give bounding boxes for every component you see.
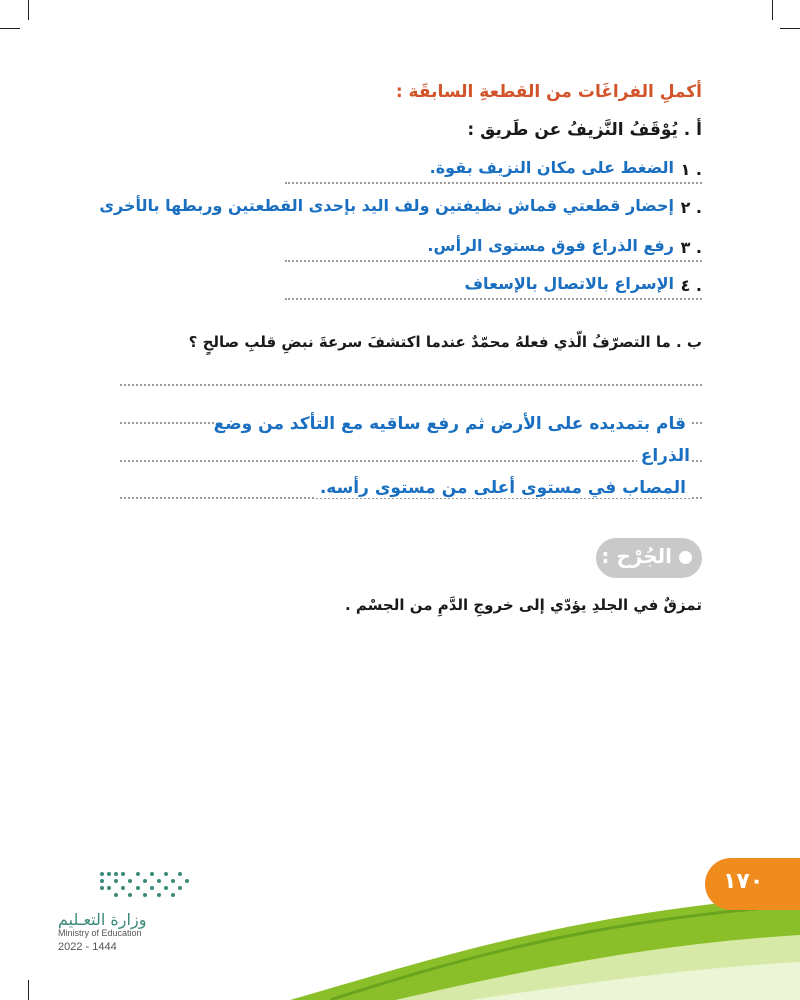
item-number: ٣ . [680, 238, 702, 257]
item-answer: الإسراع بالاتصال بالإسعاف [464, 274, 674, 293]
item-number: ٢ . [680, 198, 702, 217]
item-answer: الضغط على مكان النزيف بقوة. [429, 158, 674, 177]
ministry-logo [58, 868, 198, 958]
term-label: الجُرْح : [601, 544, 672, 568]
answer-b-line-2: المصاب في مستوى أعلى من مستوى رأسه. [316, 478, 690, 498]
logo-year-text: 2022 - 1444 [58, 941, 117, 953]
question-a: أ . يُوْقَفُ النَّزيفُ عن طَريق : [467, 120, 702, 140]
item-number: ١ . [680, 160, 702, 179]
item-number: ٤ . [680, 276, 702, 295]
definition-text: تمزقٌ في الجلدِ يؤدّي إلى خروجِ الدَّمِ من الجسْم . [344, 596, 702, 614]
exercise-heading: أكملِ الفراغَات من القطعةِ السابقَة : [395, 82, 702, 102]
logo-arabic-text: وزارة التعـليم [58, 910, 147, 929]
item-answer: إحضار قطعتي قماش نظيفتين ولف اليد بإحدى القطعتين وربطها بالأخرى [99, 196, 674, 215]
item-answer: رفع الذراع فوق مستوى الرأس. [427, 236, 674, 255]
logo-dots-icon [58, 868, 198, 908]
question-b: ب . ما التصرّفُ الّذي فعلهُ محمّدٌ عندما اكتشفَ سرعةَ نبضِ قلبِ صالحٍ ؟ [188, 333, 702, 351]
logo-english-text: Ministry of Education [58, 928, 142, 938]
page-number: ١٧٠ [723, 869, 764, 894]
page-number-badge [705, 858, 800, 910]
answer-b-line-1: قام بتمديده على الأرض ثم رفع ساقيه مع التأكد من وضع الذراع [213, 414, 690, 466]
